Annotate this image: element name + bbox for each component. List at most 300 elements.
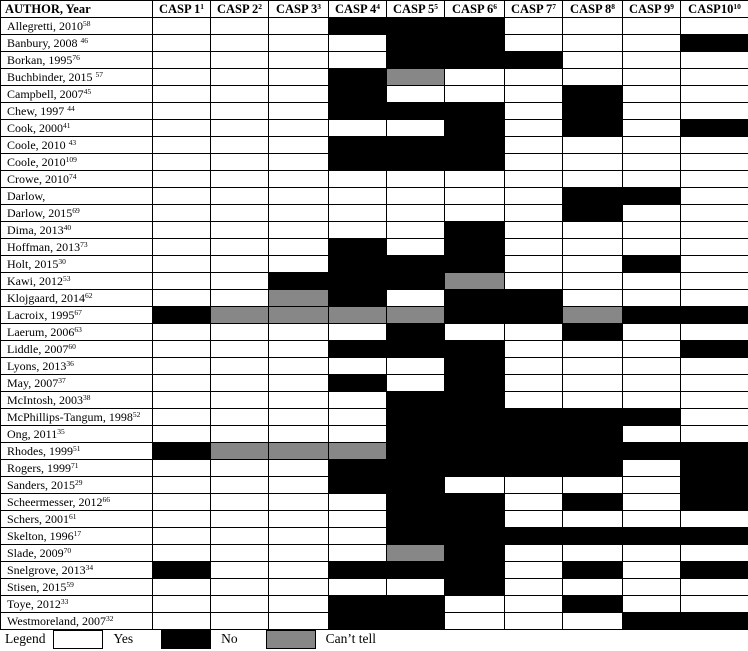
rating-cell-casp-5 [387,120,445,137]
rating-cell-casp-1 [153,460,211,477]
rating-cell-casp-4 [329,188,387,205]
rating-cell-casp-8 [563,18,623,35]
author-name: Toye, 2012 [7,596,61,611]
author-cell [1,103,153,120]
table-row [1,239,748,256]
author-cell [1,494,153,511]
rating-cell-casp-2 [211,477,269,494]
rating-cell-casp-7 [505,18,563,35]
rating-cell-casp-7 [505,154,563,171]
rating-cell-casp-5 [387,528,445,545]
rating-cell-casp-9 [623,290,681,307]
rating-cell-casp-5 [387,137,445,154]
rating-cell-casp-5 [387,596,445,613]
author-name: Rhodes, 1999 [7,443,73,458]
reference-number: 62 [84,290,93,300]
reference-number: 34 [85,562,94,572]
table-row [1,460,748,477]
rating-cell-casp-8 [563,392,623,409]
rating-cell-casp-4 [329,562,387,579]
reference-number: 36 [66,358,74,368]
author-name: Borkan, 1995 [7,52,73,67]
rating-cell-casp-8 [563,154,623,171]
rating-cell-casp-10 [681,477,748,494]
rating-cell-casp-2 [211,324,269,341]
rating-cell-casp-2 [211,103,269,120]
column-label: CASP 8 [569,1,612,16]
reference-number: 60 [68,341,76,351]
rating-cell-casp-2 [211,358,269,375]
legend-text-cant-tell: Can’t tell [325,631,377,646]
author-cell [1,307,153,324]
rating-cell-casp-5 [387,409,445,426]
rating-cell-casp-2 [211,154,269,171]
casp-8-column-header [563,1,623,18]
rating-cell-casp-1 [153,18,211,35]
rating-cell-casp-3 [269,579,329,596]
rating-cell-casp-7 [505,137,563,154]
rating-cell-casp-5 [387,562,445,579]
rating-cell-casp-6 [445,69,505,86]
rating-cell-casp-10 [681,460,748,477]
author-name: Holt, 2015 [7,256,59,271]
table-row [1,545,748,562]
rating-cell-casp-9 [623,324,681,341]
rating-cell-casp-1 [153,545,211,562]
rating-cell-casp-4 [329,222,387,239]
rating-cell-casp-9 [623,154,681,171]
rating-cell-casp-8 [563,86,623,103]
rating-cell-casp-8 [563,307,623,324]
rating-cell-casp-7 [505,307,563,324]
author-name: Coole, 2010 [7,137,69,152]
rating-cell-casp-4 [329,596,387,613]
rating-cell-casp-9 [623,613,681,630]
rating-cell-casp-4 [329,120,387,137]
rating-cell-casp-6 [445,460,505,477]
reference-number: 43 [68,137,77,147]
rating-cell-casp-5 [387,443,445,460]
rating-cell-casp-5 [387,103,445,120]
rating-cell-casp-5 [387,613,445,630]
rating-cell-casp-4 [329,154,387,171]
table-row [1,52,748,69]
rating-cell-casp-7 [505,324,563,341]
rating-cell-casp-2 [211,307,269,324]
rating-cell-casp-5 [387,392,445,409]
rating-cell-casp-9 [623,477,681,494]
rating-cell-casp-5 [387,18,445,35]
reference-number: 57 [95,69,104,79]
rating-cell-casp-7 [505,35,563,52]
rating-cell-casp-10 [681,222,748,239]
rating-cell-casp-3 [269,35,329,52]
rating-cell-casp-10 [681,392,748,409]
rating-cell-casp-7 [505,86,563,103]
column-label: CASP 9 [628,1,671,16]
author-name: Klojgaard, 2014 [7,290,85,305]
rating-cell-casp-7 [505,511,563,528]
rating-cell-casp-9 [623,596,681,613]
rating-cell-casp-6 [445,324,505,341]
column-label: CASP 4 [334,1,377,16]
author-name: Schers, 2001 [7,511,69,526]
table-row [1,477,748,494]
rating-cell-casp-9 [623,120,681,137]
rating-cell-casp-8 [563,596,623,613]
rating-cell-casp-5 [387,256,445,273]
author-cell [1,358,153,375]
rating-cell-casp-3 [269,392,329,409]
rating-cell-casp-1 [153,528,211,545]
author-name: Buchbinder, 2015 [7,69,96,84]
author-name: Lacroix, 1995 [7,307,75,322]
rating-cell-casp-9 [623,205,681,222]
column-reference: 4 [376,1,381,11]
table-row [1,392,748,409]
author-cell [1,596,153,613]
reference-number: 67 [74,307,82,317]
rating-cell-casp-4 [329,256,387,273]
rating-cell-casp-3 [269,494,329,511]
rating-cell-casp-5 [387,171,445,188]
rating-cell-casp-3 [269,443,329,460]
author-name: Dima, 2013 [7,222,64,237]
rating-cell-casp-10 [681,103,748,120]
rating-cell-casp-7 [505,52,563,69]
rating-cell-casp-6 [445,375,505,392]
rating-cell-casp-5 [387,511,445,528]
rating-cell-casp-9 [623,392,681,409]
rating-cell-casp-10 [681,596,748,613]
rating-cell-casp-4 [329,579,387,596]
rating-cell-casp-2 [211,426,269,443]
rating-cell-casp-2 [211,528,269,545]
rating-cell-casp-1 [153,562,211,579]
author-cell [1,324,153,341]
rating-cell-casp-10 [681,188,748,205]
table-row [1,307,748,324]
rating-cell-casp-2 [211,205,269,222]
author-name: Kawi, 2012 [7,273,63,288]
rating-cell-casp-8 [563,137,623,154]
column-reference: 3 [317,1,322,11]
rating-cell-casp-3 [269,171,329,188]
reference-number: 30 [58,256,66,266]
rating-cell-casp-1 [153,205,211,222]
rating-cell-casp-8 [563,426,623,443]
rating-cell-casp-10 [681,239,748,256]
rating-cell-casp-10 [681,205,748,222]
author-cell [1,443,153,460]
legend-swatch-no [161,630,211,649]
reference-number: 70 [63,545,72,555]
casp-9-column-header [623,1,681,18]
rating-cell-casp-1 [153,324,211,341]
author-name: Scheermesser, 2012 [7,494,103,509]
rating-cell-casp-2 [211,120,269,137]
rating-cell-casp-3 [269,86,329,103]
rating-cell-casp-10 [681,171,748,188]
rating-cell-casp-9 [623,562,681,579]
table-row [1,188,748,205]
rating-cell-casp-6 [445,579,505,596]
rating-cell-casp-5 [387,307,445,324]
rating-cell-casp-7 [505,545,563,562]
rating-cell-casp-1 [153,341,211,358]
rating-cell-casp-4 [329,460,387,477]
rating-cell-casp-9 [623,137,681,154]
rating-cell-casp-2 [211,494,269,511]
rating-cell-casp-7 [505,579,563,596]
rating-cell-casp-10 [681,545,748,562]
rating-cell-casp-4 [329,511,387,528]
rating-cell-casp-9 [623,188,681,205]
rating-cell-casp-6 [445,154,505,171]
rating-cell-casp-9 [623,409,681,426]
rating-cell-casp-2 [211,290,269,307]
rating-cell-casp-2 [211,596,269,613]
author-cell [1,511,153,528]
column-label: CASP 2 [216,1,259,16]
author-cell [1,35,153,52]
rating-cell-casp-2 [211,137,269,154]
rating-cell-casp-1 [153,222,211,239]
author-cell [1,120,153,137]
rating-cell-casp-4 [329,52,387,69]
reference-number: 59 [66,579,74,589]
rating-cell-casp-3 [269,426,329,443]
column-reference: 10 [733,1,741,11]
rating-cell-casp-1 [153,392,211,409]
rating-cell-casp-7 [505,562,563,579]
reference-number: 53 [63,273,71,283]
rating-cell-casp-5 [387,35,445,52]
reference-number: 69 [72,205,80,215]
rating-cell-casp-9 [623,358,681,375]
rating-cell-casp-10 [681,273,748,290]
rating-cell-casp-8 [563,579,623,596]
author-cell [1,426,153,443]
rating-cell-casp-3 [269,460,329,477]
rating-cell-casp-5 [387,154,445,171]
author-cell [1,375,153,392]
casp-2-column-header [211,1,269,18]
table-row [1,171,748,188]
rating-cell-casp-4 [329,341,387,358]
rating-cell-casp-6 [445,171,505,188]
rating-cell-casp-2 [211,579,269,596]
rating-cell-casp-7 [505,426,563,443]
rating-cell-casp-9 [623,341,681,358]
rating-cell-casp-9 [623,171,681,188]
author-name: Cook, 2000 [7,120,64,135]
rating-cell-casp-4 [329,103,387,120]
author-cell [1,18,153,35]
rating-cell-casp-3 [269,341,329,358]
reference-number: 35 [57,426,65,436]
rating-cell-casp-6 [445,443,505,460]
rating-cell-casp-9 [623,545,681,562]
rating-cell-casp-4 [329,239,387,256]
rating-cell-casp-2 [211,375,269,392]
rating-cell-casp-10 [681,358,748,375]
author-name: Sanders, 2015 [7,477,75,492]
rating-cell-casp-4 [329,477,387,494]
rating-cell-casp-2 [211,613,269,630]
rating-cell-casp-9 [623,69,681,86]
rating-cell-casp-10 [681,579,748,596]
rating-cell-casp-6 [445,528,505,545]
rating-cell-casp-5 [387,426,445,443]
rating-cell-casp-9 [623,52,681,69]
rating-cell-casp-6 [445,35,505,52]
rating-cell-casp-5 [387,188,445,205]
casp-7-column-header [505,1,563,18]
author-cell [1,256,153,273]
rating-cell-casp-3 [269,545,329,562]
rating-cell-casp-3 [269,358,329,375]
rating-cell-casp-6 [445,103,505,120]
rating-cell-casp-7 [505,392,563,409]
author-cell [1,273,153,290]
rating-cell-casp-3 [269,103,329,120]
author-column-header: AUTHOR, Year [1,1,153,18]
rating-cell-casp-10 [681,290,748,307]
author-cell [1,154,153,171]
rating-cell-casp-10 [681,256,748,273]
table-row [1,222,748,239]
column-label: CASP10 [688,1,734,16]
table-row [1,120,748,137]
rating-cell-casp-6 [445,120,505,137]
rating-cell-casp-2 [211,35,269,52]
rating-cell-casp-7 [505,120,563,137]
rating-cell-casp-1 [153,86,211,103]
rating-cell-casp-2 [211,443,269,460]
rating-cell-casp-6 [445,86,505,103]
rating-cell-casp-2 [211,69,269,86]
rating-cell-casp-5 [387,460,445,477]
rating-cell-casp-1 [153,613,211,630]
rating-cell-casp-2 [211,511,269,528]
rating-cell-casp-2 [211,222,269,239]
column-reference: 7 [552,1,557,11]
rating-cell-casp-10 [681,341,748,358]
rating-cell-casp-1 [153,137,211,154]
author-cell [1,545,153,562]
reference-number: 46 [80,35,89,45]
column-label: CASP 6 [451,1,494,16]
rating-cell-casp-5 [387,52,445,69]
rating-cell-casp-4 [329,528,387,545]
rating-cell-casp-10 [681,511,748,528]
reference-number: 40 [63,222,72,232]
rating-cell-casp-6 [445,256,505,273]
rating-cell-casp-5 [387,239,445,256]
rating-cell-casp-4 [329,273,387,290]
legend-label: Legend [5,631,46,646]
rating-cell-casp-4 [329,375,387,392]
author-cell [1,205,153,222]
casp-4-column-header [329,1,387,18]
rating-cell-casp-2 [211,460,269,477]
table-row [1,494,748,511]
rating-cell-casp-9 [623,579,681,596]
rating-cell-casp-7 [505,103,563,120]
rating-cell-casp-3 [269,120,329,137]
rating-cell-casp-6 [445,188,505,205]
table-row [1,103,748,120]
author-name: McPhillips-Tangum, 1998 [7,409,133,424]
rating-cell-casp-7 [505,443,563,460]
rating-cell-casp-1 [153,579,211,596]
author-cell [1,562,153,579]
rating-cell-casp-3 [269,154,329,171]
rating-cell-casp-7 [505,188,563,205]
rating-cell-casp-1 [153,290,211,307]
rating-cell-casp-9 [623,494,681,511]
rating-cell-casp-10 [681,528,748,545]
rating-cell-casp-7 [505,358,563,375]
reference-number: 71 [71,460,79,470]
rating-cell-casp-9 [623,222,681,239]
rating-cell-casp-6 [445,392,505,409]
rating-cell-casp-8 [563,239,623,256]
rating-cell-casp-8 [563,341,623,358]
author-name: Crowe, 2010 [7,171,69,186]
table-row [1,613,748,630]
table-row [1,426,748,443]
author-name: Skelton, 1996 [7,528,74,543]
author-cell [1,222,153,239]
table-row [1,290,748,307]
rating-cell-casp-6 [445,545,505,562]
rating-cell-casp-10 [681,613,748,630]
table-row [1,443,748,460]
table-row [1,409,748,426]
table-row [1,596,748,613]
author-cell [1,86,153,103]
author-cell [1,341,153,358]
rating-cell-casp-7 [505,341,563,358]
rating-cell-casp-9 [623,443,681,460]
reference-number: 109 [65,154,77,164]
rating-cell-casp-3 [269,137,329,154]
author-name: Chew, 1997 [7,103,68,118]
casp-6-column-header [445,1,505,18]
rating-cell-casp-1 [153,596,211,613]
column-label: CASP 1 [158,1,201,16]
rating-cell-casp-7 [505,290,563,307]
rating-cell-casp-10 [681,562,748,579]
rating-cell-casp-9 [623,103,681,120]
author-cell [1,460,153,477]
rating-cell-casp-1 [153,511,211,528]
rating-cell-casp-6 [445,205,505,222]
rating-cell-casp-5 [387,579,445,596]
author-name: Darlow, [7,188,46,203]
table-row [1,205,748,222]
rating-cell-casp-1 [153,69,211,86]
rating-cell-casp-9 [623,256,681,273]
author-cell [1,579,153,596]
rating-cell-casp-3 [269,307,329,324]
rating-cell-casp-6 [445,18,505,35]
rating-cell-casp-9 [623,273,681,290]
rating-cell-casp-10 [681,409,748,426]
rating-cell-casp-5 [387,290,445,307]
